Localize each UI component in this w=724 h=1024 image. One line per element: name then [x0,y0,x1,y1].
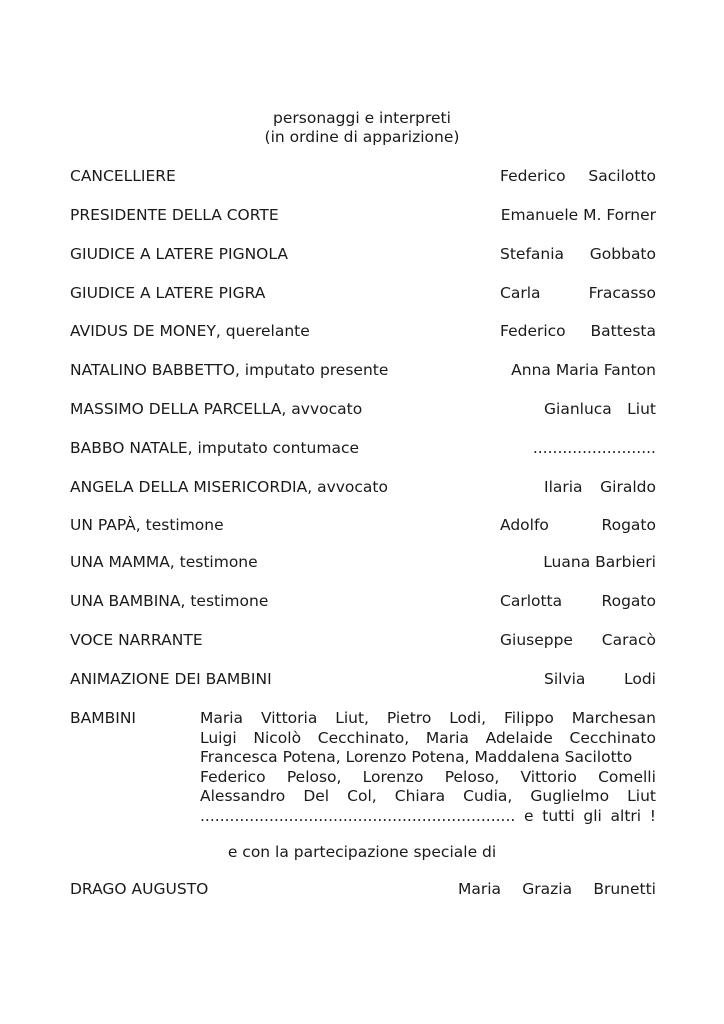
cast-role: UN PAPÀ, testimone [70,516,224,534]
cast-actor [500,361,656,379]
cast-role: VOCE NARRANTE [70,631,203,649]
child-name-word: Lodi, [449,709,487,727]
child-name-word: Comelli [598,767,656,786]
actor-name-part: Federico [500,167,566,185]
cast-actor [500,516,656,534]
children-line [200,748,656,768]
children-line [200,807,656,827]
cast-actor [500,284,656,302]
child-name-word: Lorenzo [362,767,424,786]
actor-name-part: Stefania [500,245,565,263]
child-name-word: ! [649,806,656,825]
child-name-word: Francesca Potena, Lorenzo Potena, Maddalena Sacilotto [200,748,633,766]
cast-role: AVIDUS DE MONEY, querelante [70,322,310,340]
actor-name-part: Ilaria [544,478,583,496]
actor-name-part: Giraldo [600,478,656,496]
cast-role: UNA BAMBINA, testimone [70,592,269,610]
cast-role: GIUDICE A LATERE PIGNOLA [70,245,288,263]
special-role: DRAGO AUGUSTO [70,880,209,898]
child-name-word: Liut, [335,709,369,727]
child-name-word: Marchesan [571,709,656,727]
child-name-word: Cudia, [463,787,513,805]
child-name-word: Maria [200,709,244,727]
header-subtitle: (in ordine di apparizione) [264,128,460,146]
child-name-word: Federico [200,767,266,786]
actor-name-part: Carlotta [500,592,563,610]
special-actor-part: Grazia [522,880,573,898]
special-intro: e con la partecipazione speciale di [227,843,497,861]
child-name-word: Vittoria [260,709,318,727]
cast-actor [544,670,656,688]
actor-name-part: ......................... [532,439,656,457]
cast-actor [500,322,656,340]
actor-name-part: Silvia [544,670,586,688]
cast-role: BABBO NATALE, imputato contumace [70,439,360,457]
actor-name-part: Fracasso [588,284,656,302]
child-name-word: gli [583,806,602,825]
actor-name-part: Luana Barbieri [543,553,656,571]
actor-name-part: Battesta [590,322,656,340]
cast-actor [500,206,656,224]
cast-role: ANGELA DELLA MISERICORDIA, avvocato [70,478,388,496]
child-name-word: Liut [627,787,656,805]
cast-actor [500,167,656,185]
child-name-word: e [524,806,534,825]
children-line [200,729,656,749]
actor-name-part: Emanuele M. Forner [500,206,656,224]
actor-name-part: Sacilotto [588,167,656,185]
cast-role: ANIMAZIONE DEI BAMBINI [70,670,272,688]
actor-name-part: Caracò [601,631,656,649]
actor-name-part: Gianluca [544,400,612,418]
child-name-word: Cecchinato [569,728,656,747]
cast-role: GIUDICE A LATERE PIGRA [70,284,266,302]
child-name-word: Del [303,787,330,805]
child-name-word: ................................................................ [200,806,516,825]
children-names [200,709,656,826]
header-title: personaggi e interpreti [273,109,451,127]
child-name-word: tutti [542,806,575,825]
actor-name-part: Rogato [601,592,656,610]
actor-name-part: Liut [627,400,656,418]
actor-name-part: Adolfo [500,516,549,534]
child-name-word: Chiara [394,787,446,805]
child-name-word: Pietro [386,709,432,727]
child-name-word: Peloso, [444,767,500,786]
child-name-word: altri [610,806,642,825]
special-actor-part: Brunetti [593,880,656,898]
cast-role: CANCELLIERE [70,167,176,185]
actor-name-part: Giuseppe [500,631,573,649]
cast-actor [500,631,656,649]
child-name-word: Adelaide [485,728,553,747]
cast-role: PRESIDENTE DELLA CORTE [70,206,279,224]
cast-actor [532,439,656,457]
children-line [200,768,656,788]
actor-name-part: Gobbato [589,245,656,263]
child-name-word: Filippo [503,709,554,727]
child-name-word: Guglielmo [530,787,610,805]
child-name-word: Peloso, [286,767,342,786]
cast-actor [544,553,656,571]
cast-actor [544,400,656,418]
actor-name-part: Lodi [624,670,656,688]
actor-name-part: Federico [500,322,566,340]
cast-actor [500,245,656,263]
child-name-word: Alessandro [200,787,286,805]
children-label: BAMBINI [70,709,136,727]
actor-name-part: Anna Maria Fanton [511,361,656,379]
cast-role: NATALINO BABBETTO, imputato presente [70,361,389,379]
child-name-word: Vittorio [520,767,577,786]
cast-actor [500,592,656,610]
child-name-word: Luigi [200,728,237,747]
cast-role: UNA MAMMA, testimone [70,553,258,571]
children-line [200,787,656,807]
special-actor-part: Maria [458,880,502,898]
children-line [200,709,656,729]
child-name-word: Col, [347,787,377,805]
child-name-word: Maria [425,728,469,747]
child-name-word: Cecchinato, [317,728,410,747]
cast-actor [544,478,656,496]
special-actor [458,880,656,898]
child-name-word: Nicolò [253,728,302,747]
actor-name-part: Rogato [601,516,656,534]
actor-name-part: Carla [500,284,541,302]
cast-role: MASSIMO DELLA PARCELLA, avvocato [70,400,363,418]
